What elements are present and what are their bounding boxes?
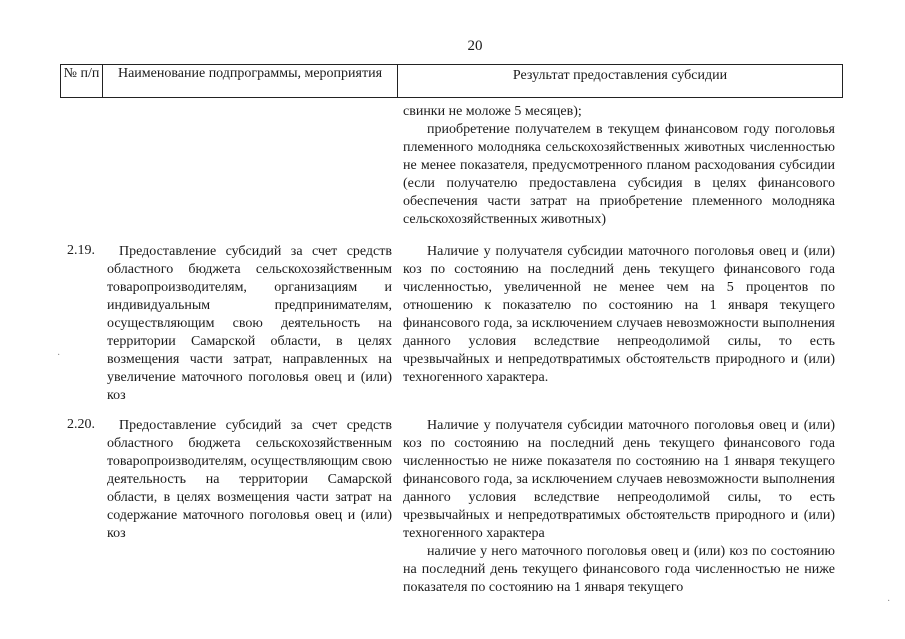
row-number: 2.19. (67, 243, 95, 258)
row-result (403, 243, 835, 387)
result-paragraph: наличие у него маточного поголовья овец и (или) коз по состоянию на последний день текущего финансового года численностью не ниже показателя по состоянию на 1 января текущего (403, 544, 835, 595)
header-result-column: Результат предоставления субсидии (512, 68, 728, 83)
continuation-paragraph: приобретение получателем в текущем финансовом году поголовья племенного молодняка сельскохозяйственных животных численностью не менее показателя, предусмотренного планом расходования субсидии (если получателю предоставлена субсидия в целях финансового обеспечения части затрат на приобретение племенного молодняка сельскохозяйственных животных) (403, 122, 835, 227)
table-header (60, 64, 843, 98)
page-number: 20 (467, 38, 483, 54)
row-name: Предоставление субсидий за счет средств областного бюджета сельскохозяйственным товаропроизводителям, организациям и индивидуальным предпринимателям, осуществляющим свою деятельность на территории Самарской области, в целях возмещения части затрат, направленных на увеличение маточного поголовья овец и (или) коз (107, 244, 392, 403)
header-number-column: № п/п (61, 65, 103, 97)
result-paragraph: Наличие у получателя субсидии маточного поголовья овец и (или) коз по состоянию на последний день текущего финансового года численностью не ниже показателя по состоянию на 1 января текущего финансового года, за исключением случаев невозможности выполнения данного условия вследствие непреодолимой силы, то есть чрезвычайных и непредотвратимых обстоятельств природного и (или) техногенного характера (403, 418, 835, 541)
result-paragraph: Наличие у получателя субсидии маточного поголовья овец и (или) коз по состоянию на последний день текущего финансового года численностью, увеличенной не менее чем на 5 процентов по отношению к показателю по состоянию на 1 января текущего финансового года, за исключением случаев невозможности выполнения данного условия вследствие непреодолимой силы, то есть чрезвычайных и непредотвратимых обстоятельств природного и (или) техногенного характера. (403, 244, 835, 385)
scan-mark: · (887, 596, 891, 607)
row-result (403, 417, 835, 597)
continuation-line: свинки не моложе 5 месяцев); (403, 104, 582, 119)
row-name: Предоставление субсидий за счет средств областного бюджета сельскохозяйственным товаропроизводителям, осуществляющим свою деятельность на территории Самарской области, в целях возмещения части затрат на содержание маточного поголовья овец и (или) коз (107, 418, 392, 541)
scan-mark: · (57, 350, 61, 361)
header-name-column: Наименование подпрограммы, мероприятия (103, 65, 398, 97)
row-number: 2.20. (67, 417, 95, 432)
continuation-text (403, 103, 835, 229)
